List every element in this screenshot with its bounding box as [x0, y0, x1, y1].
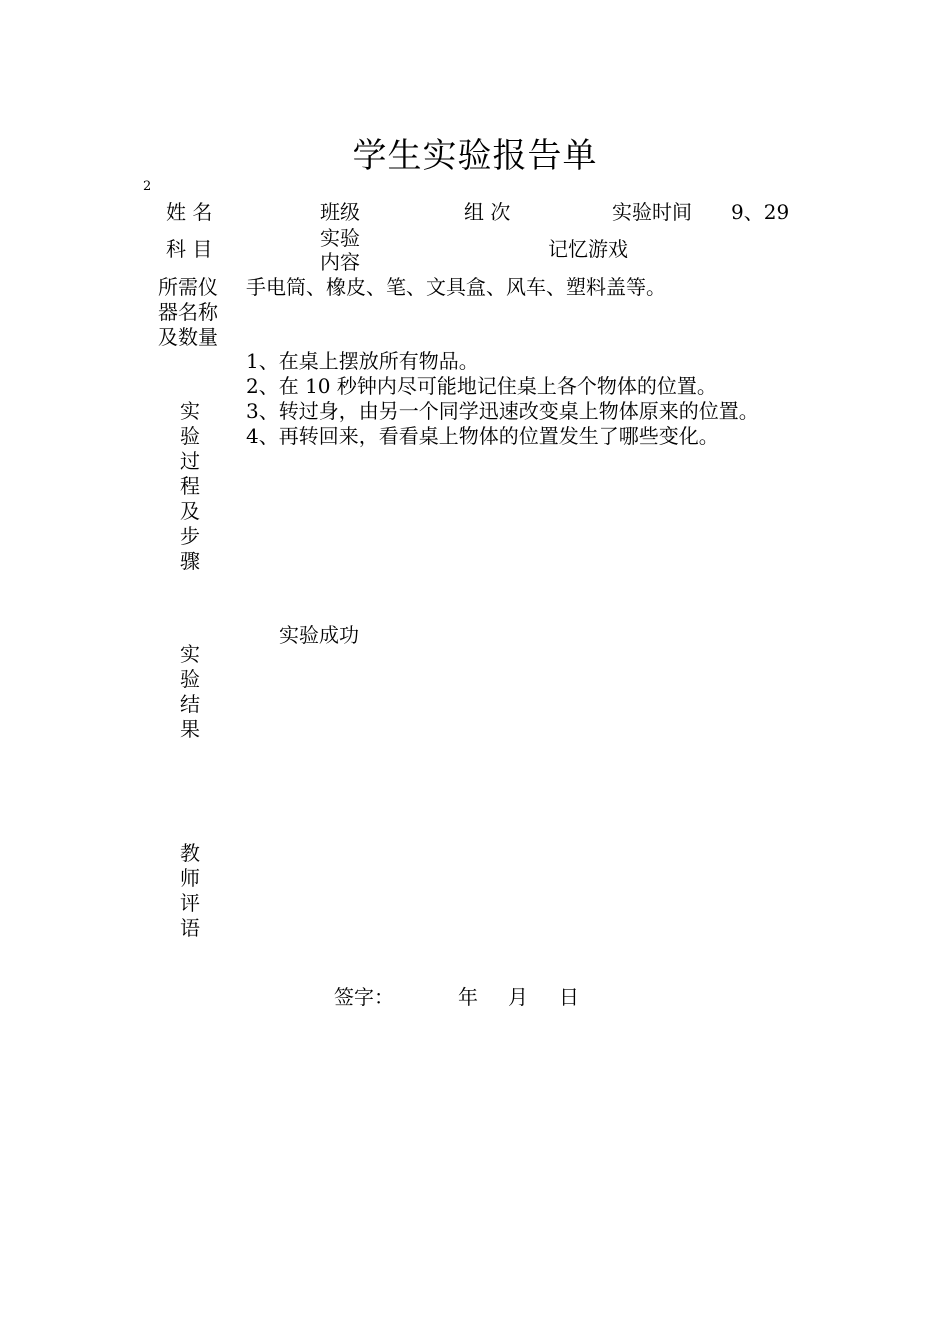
process-steps — [246, 349, 759, 449]
time-value: 9、29 — [731, 200, 790, 224]
list-item: 4、再转回来，看看桌上物体的位置发生了哪些变化。 — [246, 424, 719, 448]
list-item: 2、在 10 秒钟内尽可能地记住桌上各个物体的位置。 — [246, 374, 717, 398]
content-label-line1: 实验 — [320, 226, 360, 250]
equipment-label-line3: 及数量 — [158, 325, 218, 349]
teacher-comment-label: 教师评语 — [180, 841, 200, 940]
equipment-label-line1: 所需仪 — [158, 275, 218, 299]
content-value: 记忆游戏 — [548, 237, 628, 261]
signature-month: 月 — [508, 985, 528, 1009]
result-value: 实验成功 — [279, 623, 359, 647]
list-item: 1、在桌上摆放所有物品。 — [246, 349, 479, 373]
list-item: 3、转过身，由另一个同学迅速改变桌上物体原来的位置。 — [246, 399, 759, 423]
page-mark: 2 — [143, 179, 152, 194]
page-title: 学生实验报告单 — [352, 136, 598, 176]
equipment-value: 手电筒、橡皮、笔、文具盒、风车、塑料盖等。 — [246, 275, 666, 299]
signature-year: 年 — [458, 985, 478, 1009]
equipment-label-line2: 器名称 — [158, 300, 218, 324]
signature-label: 签字： — [334, 985, 394, 1009]
signature-day: 日 — [559, 985, 579, 1009]
group-label: 组 次 — [464, 200, 511, 224]
result-label: 实验结果 — [180, 642, 200, 741]
content-label-line2: 内容 — [320, 250, 360, 274]
time-label: 实验时间 — [612, 200, 692, 224]
name-label: 姓 名 — [166, 200, 213, 224]
class-label: 班级 — [320, 200, 360, 224]
process-label: 实验过程及步骤 — [180, 399, 200, 573]
subject-label: 科 目 — [166, 237, 213, 261]
